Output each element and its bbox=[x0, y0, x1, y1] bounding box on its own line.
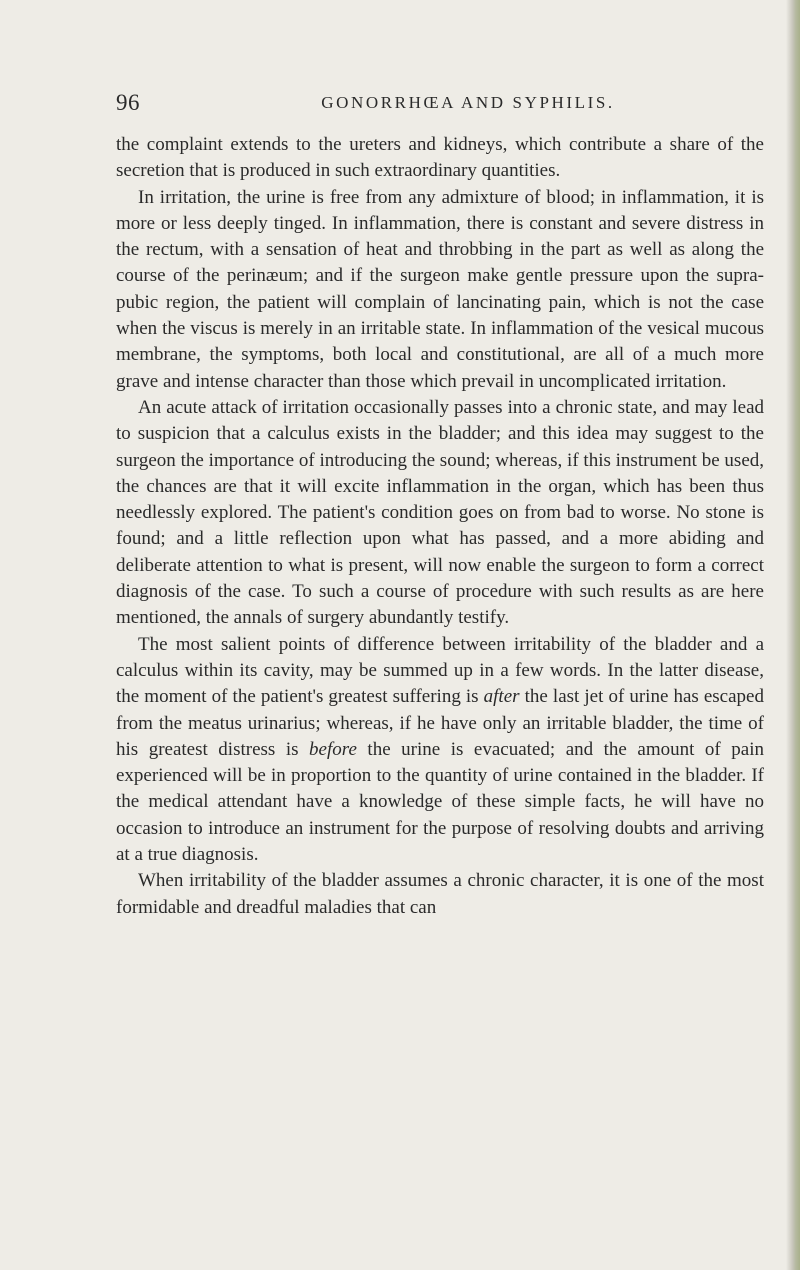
paragraph-text: When irritability of the bladder assumes a chronic character, it is one of the most formidable and dreadful maladies that can bbox=[116, 870, 764, 918]
paragraph-p3 bbox=[116, 395, 764, 632]
page-number: 96 bbox=[116, 90, 140, 115]
paragraph-p5 bbox=[116, 868, 764, 921]
paragraph-p1 bbox=[116, 132, 764, 185]
emphasis-text: after bbox=[483, 686, 520, 708]
emphasis-text: before bbox=[309, 738, 357, 760]
body-text bbox=[116, 132, 764, 921]
running-title: GONORRHŒA AND SYPHILIS. bbox=[321, 93, 615, 112]
page-header bbox=[116, 88, 726, 118]
paragraph-p4 bbox=[116, 632, 764, 869]
paragraph-text: the complaint extends to the ureters and kidneys, which contribute a share of the secretion that is produced in such extraordinary quantities. bbox=[116, 134, 764, 182]
paragraph-text: In irritation, the urine is free from any admixture of blood; in inflammation, it is more or less deeply tinged. In inflammation, there is constant and severe distress in the rectum, with a sensation of heat and throbbing in the part as well as along the course of the perinæum; and if the surgeon make gentle pressure upon the supra-pubic region, the patient will complain of lancinating pain, which is not the case when the viscus is merely in an irritable state. In inflammation of the vesical mucous membrane, the symptoms, both local and constitutional, are all of a much more grave and intense character than those which prevail in uncomplicated irritation. bbox=[116, 186, 764, 392]
page-edge bbox=[786, 0, 800, 1270]
paragraph-p2 bbox=[116, 185, 764, 395]
paragraph-text: An acute attack of irritation occasionally passes into a chronic state, and may lead to suspicion that a calculus exists in the bladder; and this idea may suggest to the surgeon the importance of introducing the sound; whereas, if this instrument be used, the chances are that it will excite inflammation in the organ, which has been thus needlessly explored. The patient's condition goes on from bad to worse. No stone is found; and a little reflection upon what has passed, and a more abiding and deliberate attention to what is present, will now enable the surgeon to form a correct diagnosis of the case. To such a course of procedure with such results as are here mentioned, the annals of surgery abundantly testify. bbox=[116, 396, 764, 629]
paragraph-text: The most salient points of difference between irritability of the bladder and a calculus within its cavity, may be summed up in a few words. In the latter disease, the moment of the patient's greatest suffering is bbox=[116, 633, 764, 708]
paragraph-text: the urine is evacuated; and the amount of pain experienced will be in proportion to the quantity of urine contained in the bladder. If the medical attendant have a knowledge of these simple facts, he will have no occasion to introduce an instrument for the purpose of resolving doubts and arriving at a true diagnosis. bbox=[116, 738, 764, 866]
paragraph-text: the last jet of urine has escaped from the meatus urinarius; whereas, if he have only an irritable bladder, the time of his greatest distress is bbox=[116, 686, 764, 760]
